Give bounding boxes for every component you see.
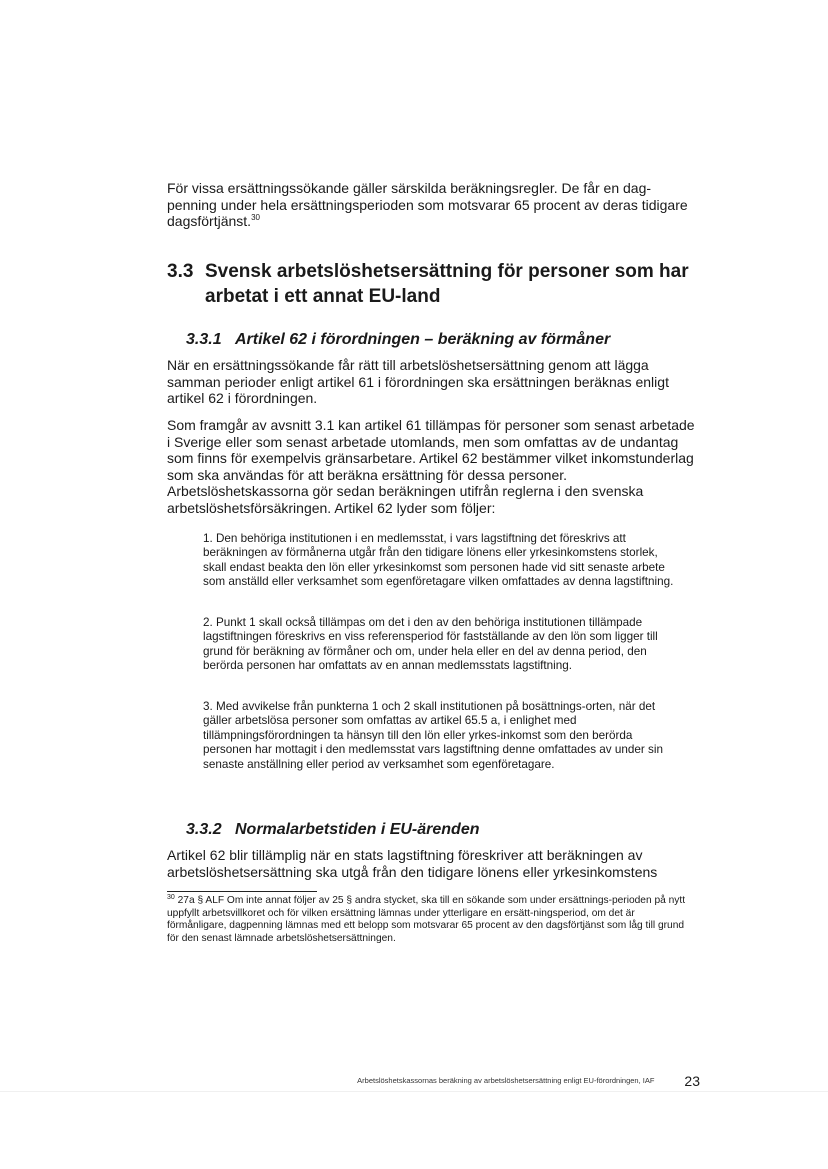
body-paragraph-2: Som framgår av avsnitt 3.1 kan artikel 61 tillämpas för personer som senast arbetade i Sverige eller som senast arbetade utomlands, men som omfattas av de undantag som finns för exempelvis gränsarbetare. Artikel 62 bestämmer vilket inkomstunderlag som ska användas för att beräkna ersättning för dessa personer. Arbetslöshetskassorna gör sedan beräkningen utifrån reglerna i den svenska arbetslöshetsförsäkringen. Artikel 62 lyder som följer:	[167, 417, 695, 516]
intro-paragraph	[167, 180, 695, 230]
subsection-number-1: 3.3.1	[186, 331, 222, 348]
page-footer	[300, 1071, 700, 1091]
subsection-number-2: 3.3.2	[186, 821, 222, 838]
intro-text: För vissa ersättningssökande gäller särskilda beräkningsregler. De får en dag-penning under hela ersättningsperioden som motsvarar 65 procent av deras tidigare dagsförtjänst.	[167, 180, 688, 229]
section-title: Svensk arbetslöshetsersättning för personer som har arbetat i ett annat EU-land	[205, 261, 689, 307]
quoted-article-point-3: 3. Med avvikelse från punkterna 1 och 2 skall institutionen på bosättnings-orten, när det gäller arbetslösa personer som omfattas av artikel 65.5 a, i enlighet med tillämpningsförordningen ta hänsyn till den lön eller yrkes-inkomst som den berörda personen har mottagit i den medlemsstat vars lagstiftning denne omfattades av under sin senaste anställning eller period av verksamhet som egenföretagare.	[203, 700, 663, 771]
quoted-article-point-1: 1. Den behöriga institutionen i en medlemsstat, i vars lagstiftning det föreskrivs att beräkningen av förmånerna utgår från den tidigare lönens eller yrkesinkomstens storlek, skall endast beakta den lön eller yrkesinkomst som personen hade vid sitt senaste arbete som anställd eller verksamhet som egenföretagare vilken omfattades av denna lagstiftning.	[203, 532, 674, 589]
body-paragraph-3: Artikel 62 blir tillämplig när en stats lagstiftning föreskriver att beräkningen av arbetslöshetsersättning ska utgå från den tidigare lönens eller yrkesinkomstens	[167, 847, 658, 880]
footnote-reference[interactable]: 30	[251, 213, 260, 222]
page-number: 23	[684, 1073, 700, 1090]
subsection-title-2: Normalarbetstiden i EU-ärenden	[235, 821, 480, 838]
section-number: 3.3	[167, 261, 194, 282]
footnote-number: 30	[167, 894, 175, 901]
subsection-title-1: Artikel 62 i förordningen – beräkning av förmåner	[235, 331, 611, 348]
subsection-heading-1	[186, 330, 610, 350]
subsection-heading-2	[186, 820, 480, 840]
footnote-text: 27a § ALF Om inte annat följer av 25 § andra stycket, ska till en sökande som under ersättnings-perioden på nytt uppfyllt arbetsvillkoret och för vilken ersättning lämnas under ytterligare en ersätt-ningsperiod, om det är förmånligare, dagpenning lämnas med ett belopp som motsvarar 65 procent av den dagsförtjänst som låg till grund för den senast lämnade arbetslöshetsersättningen.	[167, 895, 686, 944]
section-heading	[167, 259, 707, 309]
footnote	[167, 895, 695, 945]
scan-edge-divider	[0, 1091, 828, 1092]
running-title: Arbetslöshetskassornas beräkning av arbetslöshetsersättning enligt EU-förordningen, IAF	[357, 1076, 655, 1086]
body-paragraph-1: När en ersättningssökande får rätt till arbetslöshetsersättning genom att lägga samman perioder enligt artikel 61 i förordningen ska ersättningen beräknas enligt artikel 62 i förordningen.	[167, 357, 669, 406]
footnote-divider	[167, 891, 317, 892]
quoted-article-point-2: 2. Punkt 1 skall också tillämpas om det i den av den behöriga institutionen tillämpade lagstiftningen föreskrivs en viss referensperiod för fastställande av den lön som ligger till grund för beräkning av förmåner och om, under hela eller en del av denna period, den berörda personen har omfattats av en annan medlemsstats lagstiftning.	[203, 616, 658, 673]
